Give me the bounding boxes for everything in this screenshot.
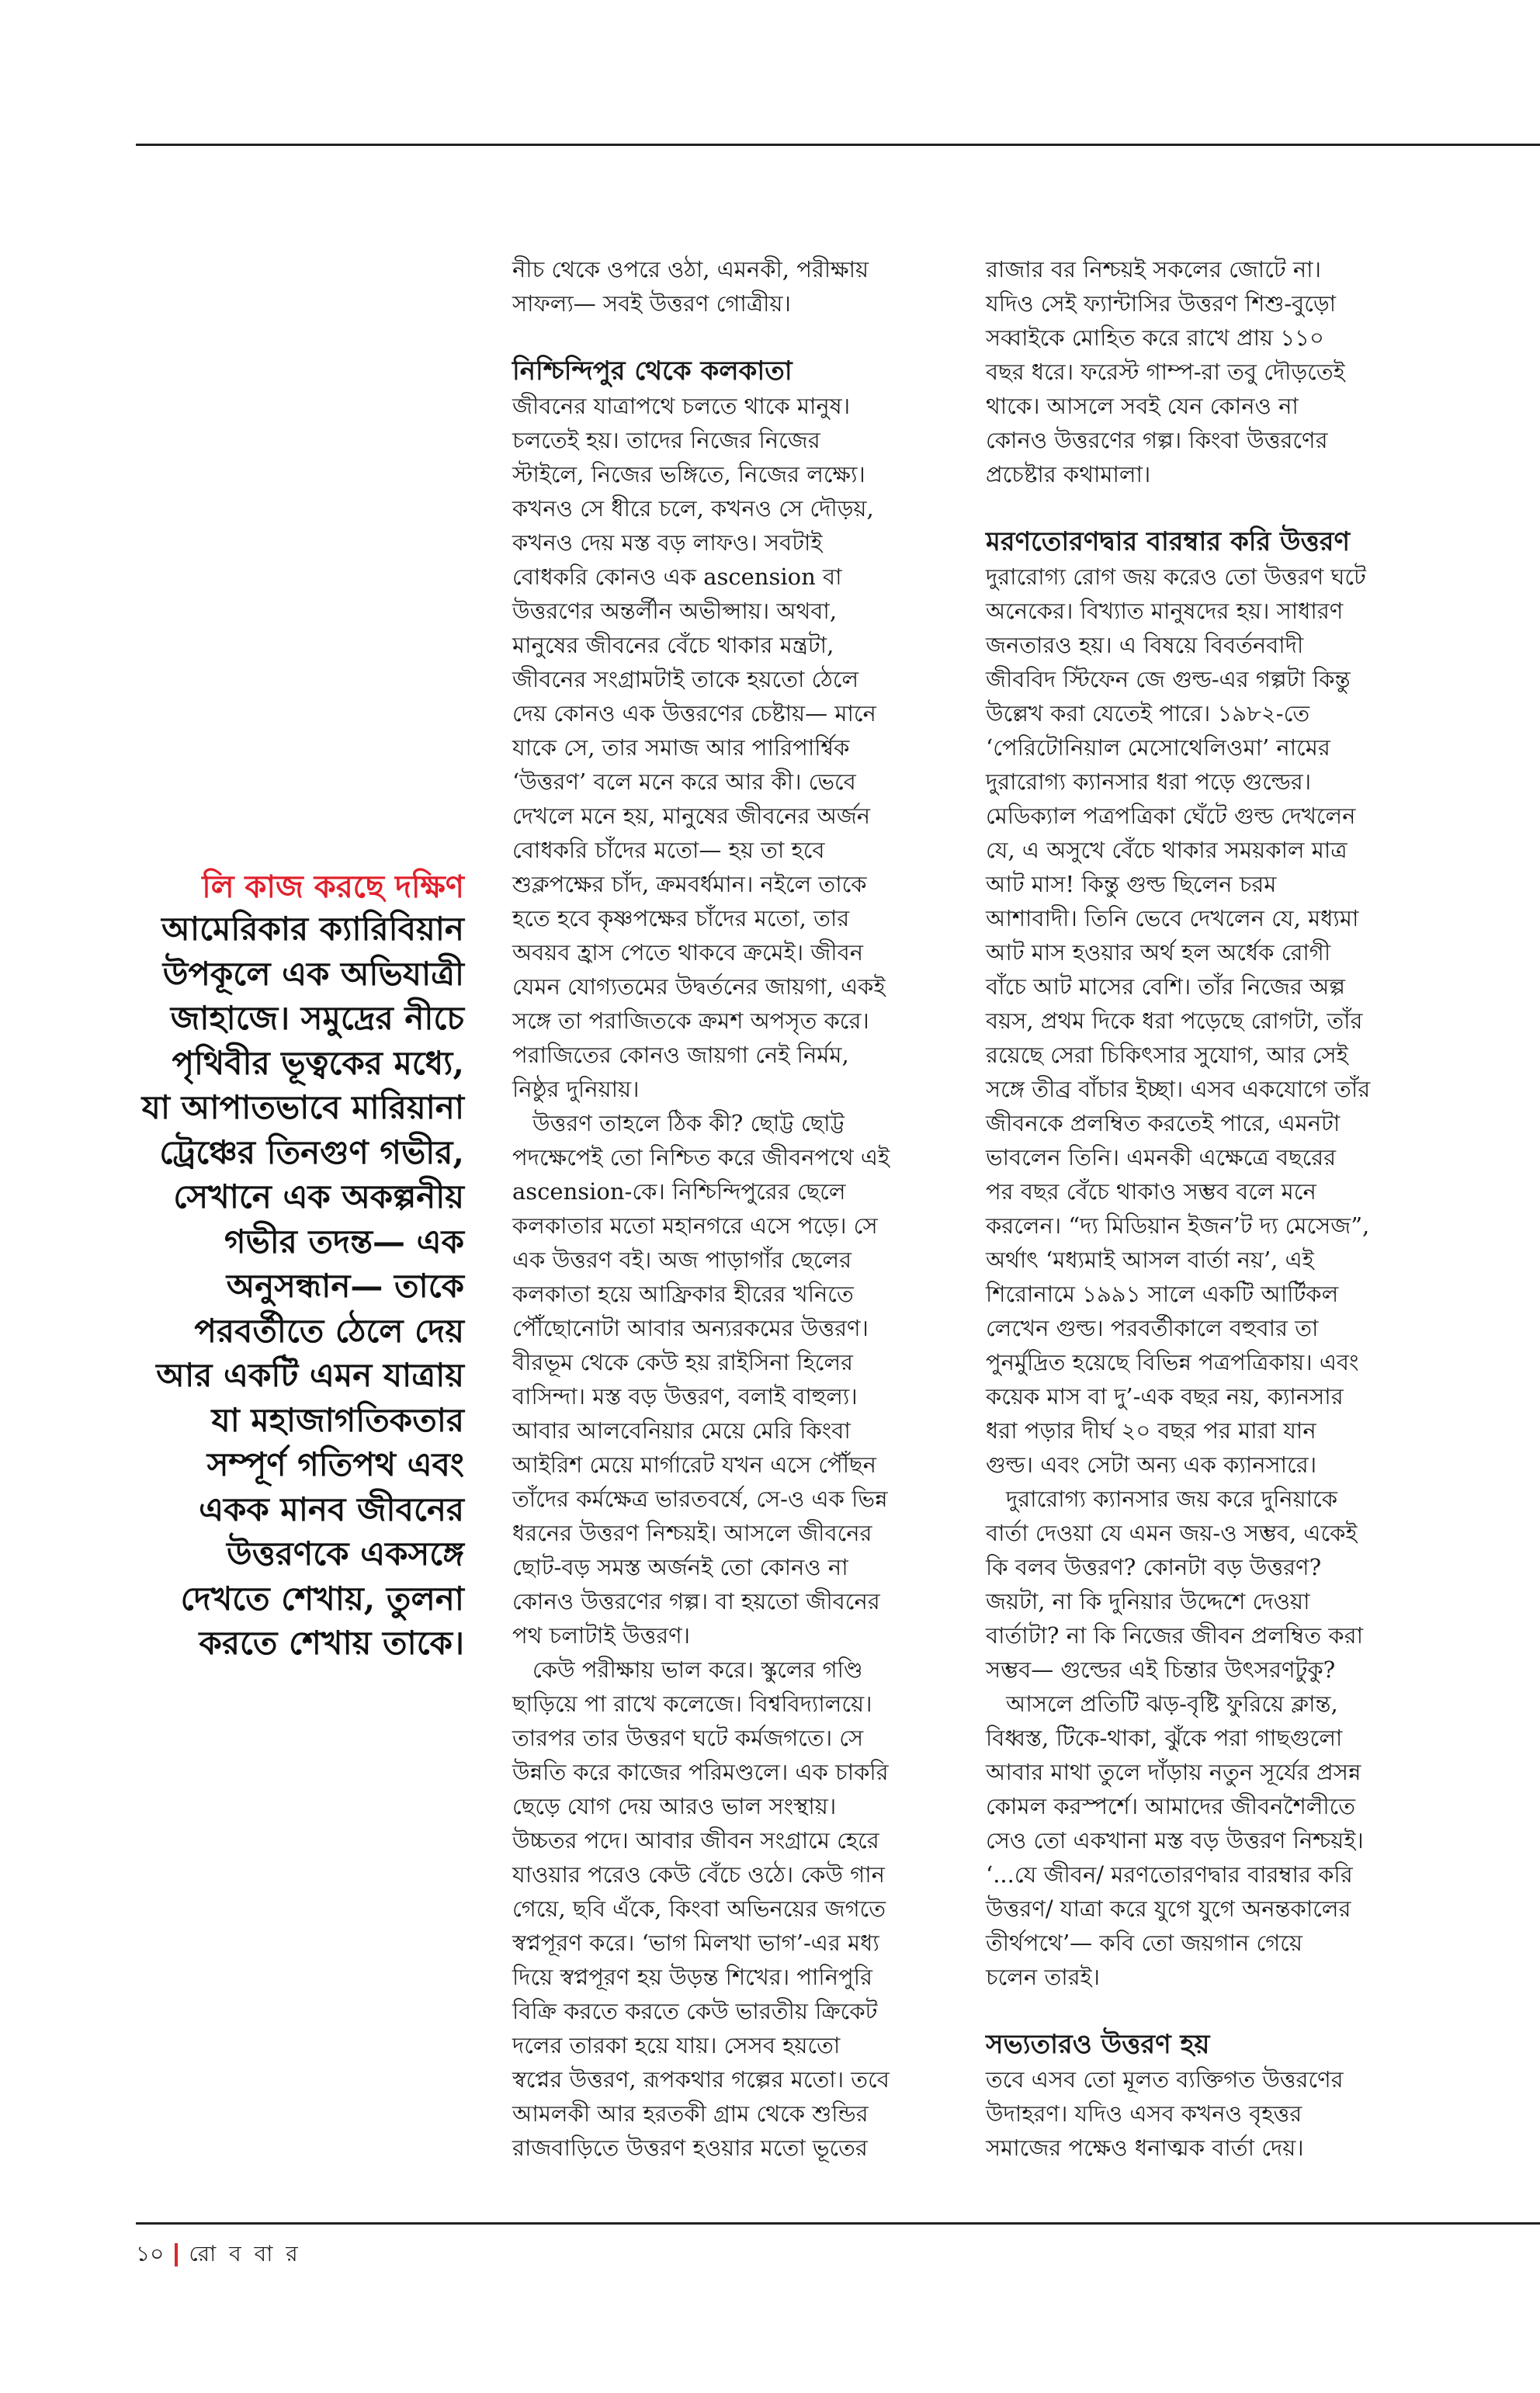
text-line: স্বপ্নপূরণ করে। ‘ভাগ মিলখা ভাগ’-এর মধ্য	[512, 1930, 879, 1956]
text-line: ascension-কে। নিশ্চিন্দিপুরের ছেলে	[512, 1178, 846, 1205]
pull-quote-line: যা আপাতভাবে মারিয়ানা	[141, 1088, 464, 1126]
text-line: যেমন যোগ্যতমের উদ্বর্তনের জায়গা, একই	[512, 973, 886, 1000]
pull-quote-line: দেখতে শেখায়, তুলনা	[180, 1579, 464, 1618]
text-line: দলের তারকা হয়ে যায়। সেসব হয়তো	[512, 2032, 841, 2058]
text-line: ধরা পড়ার দীর্ঘ ২০ বছর পর মারা যান	[986, 1417, 1316, 1444]
pull-quote-line: সম্পূর্ণ গতিপথ এবং	[206, 1445, 464, 1483]
text-line: কেউ পরীক্ষায় ভাল করে। স্কুলের গণ্ডি	[532, 1656, 863, 1683]
text-line: উদাহরণ। যদিও এসব কখনও বৃহত্তর	[986, 2100, 1302, 2127]
paragraph	[986, 2062, 1420, 2165]
text-line: সমাজের পক্ষেও ধনাত্মক বার্তা দেয়।	[986, 2135, 1304, 2161]
text-line: আশাবাদী। তিনি ভেবে দেখলেন যে, মধ্যমা	[986, 905, 1359, 931]
text-line: আট মাস হওয়ার অর্থ হল অর্ধেক রোগী	[986, 939, 1331, 966]
text-line: বিক্রি করতে করতে কেউ ভারতীয় ক্রিকেট	[512, 1998, 878, 2024]
text-line: করলেন। “দ্য মিডিয়ান ইজন’ট দ্য মেসেজ”,	[986, 1212, 1370, 1239]
text-line: রাজবাড়িতে উত্তরণ হওয়ার মতো ভূতের	[512, 2135, 868, 2161]
pull-quote-line: আর একটি এমন যাত্রায়	[156, 1356, 464, 1394]
text-line: বছর ধরে। ফরেস্ট গাম্প-রা তবু দৌড়তেই	[986, 359, 1345, 385]
article-column-2	[986, 252, 1420, 2165]
text-line: কখনও দেয় মস্ত বড় লাফও। সবটাই	[512, 529, 823, 556]
magazine-name: রো ব বা র	[189, 2241, 301, 2266]
text-line: সঙ্গে তীব্র বাঁচার ইচ্ছা। এসব একযোগে তাঁর	[986, 1076, 1371, 1102]
text-line: যদিও সেই ফ্যান্টাসির উত্তরণ শিশু-বুড়ো	[986, 290, 1337, 317]
text-line: যাকে সে, তার সমাজ আর পারিপার্শ্বিক	[512, 734, 850, 761]
text-line: তাঁদের কর্মক্ষেত্র ভারতবর্ষে, সে-ও এক ভিন্ন	[512, 1486, 888, 1512]
text-line: রয়েছে সেরা চিকিৎসার সুযোগ, আর সেই	[986, 1042, 1348, 1068]
text-line: কখনও সে ধীরে চলে, কখনও সে দৌড়য়,	[512, 495, 874, 522]
text-line: বাঁচে আট মাসের বেশি। তাঁর নিজের অল্প	[986, 973, 1345, 1000]
paragraph	[986, 1687, 1420, 1994]
paragraph	[986, 560, 1420, 1482]
text-line: রাজার বর নিশ্চয়ই সকলের জোটে না।	[986, 256, 1321, 283]
text-line: তারপর তার উত্তরণ ঘটে কর্মজগতে। সে	[512, 1725, 864, 1751]
text-line: গুল্ড। এবং সেটা অন্য এক ক্যানসারে।	[986, 1451, 1317, 1478]
section-heading: সভ্যতারও উত্তরণ হয়	[986, 2029, 1210, 2060]
text-line: শিরোনামে ১৯৯১ সালে একটি আর্টিকল	[986, 1281, 1339, 1307]
paragraph	[986, 1482, 1420, 1687]
text-line: সব্বাইকে মোহিত করে রাখে প্রায় ১১০	[986, 324, 1324, 351]
text-line: আইরিশ মেয়ে মার্গারেট যখন এসে পৌঁছন	[512, 1451, 876, 1478]
pull-quote-line: পৃথিবীর ভূত্বকের মধ্যে,	[172, 1043, 464, 1082]
text-line: দুরারোগ্য ক্যানসার জয় করে দুনিয়াকে	[1006, 1486, 1338, 1512]
top-rule	[136, 144, 1540, 146]
text-line: ছোট-বড় সমস্ত অর্জনই তো কোনও না	[512, 1554, 848, 1580]
paragraph	[512, 1106, 947, 1653]
text-line: আমলকী আর হরতকী গ্রাম থেকে শুন্ডির	[512, 2100, 869, 2127]
pull-quote-line: অনুসন্ধান— তাকে	[226, 1267, 464, 1305]
text-line: অর্থাৎ ‘মধ্যমাই আসল বার্তা নয়’, এই	[986, 1247, 1314, 1273]
text-line: শুক্লপক্ষের চাঁদ, ক্রমবর্ধমান। নইলে তাকে	[512, 871, 867, 897]
pull-quote-line: গভীর তদন্ত— এক	[224, 1222, 464, 1261]
text-line: আবার আলবেনিয়ার মেয়ে মেরি কিংবা	[512, 1417, 851, 1444]
text-line: জয়টা, না কি দুনিয়ার উদ্দেশে দেওয়া	[986, 1588, 1310, 1614]
text-line: পর বছর বেঁচে থাকাও সম্ভব বলে মনে	[986, 1178, 1316, 1205]
text-line: কয়েক মাস বা দু’-এক বছর নয়, ক্যানসার	[986, 1383, 1344, 1410]
text-line: গেয়ে, ছবি এঁকে, কিংবা অভিনয়ের জগতে	[512, 1895, 886, 1922]
text-line: অবয়ব হ্রাস পেতে থাকবে ক্রমেই। জীবন	[512, 939, 864, 966]
text-line: ছাড়িয়ে পা রাখে কলেজে। বিশ্ববিদ্যালয়ে।	[512, 1691, 872, 1717]
bottom-rule	[136, 2222, 1540, 2225]
pull-quote-line: উপকূলে এক অভিযাত্রী	[162, 954, 464, 993]
text-line: কলকাতার মতো মহানগরে এসে পড়ে। সে	[512, 1212, 878, 1239]
text-line: উত্তরণের অন্তর্লীন অভীপ্সায়। অথবা,	[512, 598, 838, 624]
text-line: আসলে প্রতিটি ঝড়-বৃষ্টি ফুরিয়ে ক্লান্ত,	[1006, 1691, 1338, 1717]
text-line: ‘পেরিটোনিয়াল মেসোথেলিওমা’ নামের	[986, 734, 1330, 761]
text-line: সেও তো একখানা মস্ত বড় উত্তরণ নিশ্চয়ই।	[986, 1827, 1364, 1854]
pull-quote-line: পরবর্তীতে ঠেলে দেয়	[194, 1311, 464, 1350]
text-line: লেখেন গুল্ড। পরবর্তীকালে বহুবার তা	[986, 1315, 1319, 1341]
pull-quote-line: সেখানে এক অকল্পনীয়	[173, 1177, 464, 1216]
text-line: কোমল করস্পর্শে। আমাদের জীবনশৈলীতে	[986, 1793, 1356, 1819]
text-line: দিয়ে স্বপ্নপূরণ হয় উড়ন্ত শিখের। পানিপুরি	[512, 1964, 872, 1990]
pull-quote-line: আমেরিকার ক্যারিবিয়ান	[161, 910, 464, 948]
text-line: যাওয়ার পরেও কেউ বেঁচে ওঠে। কেউ গান	[512, 1861, 885, 1888]
text-line: থাকে। আসলে সবই যেন কোনও না	[986, 393, 1299, 419]
text-line: ছেড়ে যোগ দেয় আরও ভাল সংস্থায়।	[512, 1793, 837, 1819]
text-line: স্বপ্নের উত্তরণ, রূপকথার গল্পের মতো। তবে	[512, 2066, 890, 2093]
text-line: বোধকরি কোনও এক ascension বা	[512, 564, 842, 590]
text-line: সম্ভব— গুল্ডের এই চিন্তার উৎসরণটুকু?	[986, 1656, 1336, 1683]
text-line: উচ্চতর পদে। আবার জীবন সংগ্রামে হেরে	[512, 1827, 879, 1854]
text-line: দেয় কোনও এক উত্তরণের চেষ্টায়— মানে	[512, 700, 876, 727]
text-line: এক উত্তরণ বই। অজ পাড়াগাঁর ছেলের	[512, 1247, 852, 1273]
text-line: যে, এ অসুখে বেঁচে থাকার সময়কাল মাত্র	[986, 837, 1348, 863]
text-line: তবে এসব তো মূলত ব্যক্তিগত উত্তরণের	[986, 2066, 1344, 2093]
pull-quote-line: উত্তরণকে একসঙ্গে	[227, 1535, 464, 1573]
pull-quote-line: জাহাজে। সমুদ্রের নীচে	[170, 999, 464, 1037]
article-column-1	[512, 252, 947, 2165]
text-line: তীর্থপথে’— কবি তো জয়গান গেয়ে	[986, 1930, 1302, 1956]
text-line: আবার মাথা তুলে দাঁড়ায় নতুন সূর্যের প্রসন্ন	[986, 1759, 1361, 1785]
paragraph	[986, 252, 1420, 491]
paragraph	[512, 389, 947, 1106]
text-line: অনেকের। বিখ্যাত মানুষদের হয়। সাধারণ	[986, 598, 1344, 624]
text-line: কি বলব উত্তরণ? কোনটা বড় উত্তরণ?	[986, 1554, 1322, 1580]
text-line: চলেন তারই।	[986, 1964, 1101, 1990]
text-line: দুরারোগ্য রোগ জয় করেও তো উত্তরণ ঘটে	[986, 564, 1366, 590]
text-line: বিধ্বস্ত, টিকে-থাকা, ঝুঁকে পরা গাছগুলো	[986, 1725, 1343, 1751]
text-line: ‘উত্তরণ’ বলে মনে করে আর কী। ভেবে	[512, 768, 856, 795]
text-line: জীবনের যাত্রাপথে চলতে থাকে মানুষ।	[512, 393, 851, 419]
text-line: বার্তা দেওয়া যে এমন জয়-ও সম্ভব, একেই	[986, 1520, 1358, 1546]
text-line: আট মাস! কিন্তু গুল্ড ছিলেন চরম	[986, 871, 1277, 897]
text-line: জীববিদ স্টিফেন জে গুল্ড-এর গল্পটা কিন্তু	[986, 666, 1351, 692]
section-heading: মরণতোরণদ্বার বারম্বার করি উত্তরণ	[986, 526, 1351, 557]
text-line: জনতারও হয়। এ বিষয়ে বিবর্তনবাদী	[986, 632, 1304, 658]
text-line: বার্তাটা? না কি নিজের জীবন প্রলম্বিত করা	[986, 1622, 1363, 1649]
text-line: উল্লেখ করা যেতেই পারে। ১৯৮২-তে	[986, 700, 1310, 727]
text-line: কলকাতা হয়ে আফ্রিকার হীরের খনিতে	[512, 1281, 854, 1307]
text-line: হতে হবে কৃষ্ণপক্ষের চাঁদের মতো, তার	[512, 905, 850, 931]
section-heading: নিশ্চিন্দিপুর থেকে কলকাতা	[512, 355, 793, 387]
page-number: ১০	[136, 2241, 165, 2266]
text-line: দেখলে মনে হয়, মানুষের জীবনের অর্জন	[512, 803, 871, 829]
text-line: নীচ থেকে ওপরে ওঠা, এমনকী, পরীক্ষায়	[512, 256, 869, 283]
page-footer	[136, 2237, 301, 2273]
text-line: উত্তরণ/ যাত্রা করে যুগে যুগে অনন্তকালের	[986, 1895, 1351, 1922]
text-line: বোধকরি চাঁদের মতো— হয় তা হবে	[512, 837, 825, 863]
text-line: ‘...যে জীবন/ মরণতোরণদ্বার বারম্বার করি	[986, 1861, 1353, 1888]
text-line: বাসিন্দা। মস্ত বড় উত্তরণ, বলাই বাহুল্য।	[512, 1383, 858, 1410]
text-line: পথ চলাটাই উত্তরণ।	[512, 1622, 691, 1649]
text-line: ধরনের উত্তরণ নিশ্চয়ই। আসলে জীবনের	[512, 1520, 872, 1546]
text-line: চলতেই হয়। তাদের নিজের নিজের	[512, 427, 820, 453]
text-line: উত্তরণ তাহলে ঠিক কী? ছোট্ট ছোট্ট	[532, 1110, 845, 1136]
text-line: ভাবলেন তিনি। এমনকী এক্ষেত্রে বছরের	[986, 1144, 1337, 1170]
paragraph	[512, 1653, 947, 2165]
text-line: জীবনের সংগ্রামটাই তাকে হয়তো ঠেলে	[512, 666, 859, 692]
text-line: সাফল্য— সবই উত্তরণ গোত্রীয়।	[512, 290, 791, 317]
text-line: পুনর্মুদ্রিত হয়েছে বিভিন্ন পত্রপত্রিকায়। এবং	[986, 1349, 1359, 1375]
text-line: জীবনকে প্রলম্বিত করতেই পারে, এমনটা	[986, 1110, 1341, 1136]
pull-quote-line: করতে শেখায় তাকে।	[199, 1624, 464, 1662]
pull-quote-lead: লি কাজ করছে দক্ষিণ	[202, 869, 464, 905]
pull-quote-line: যা মহাজাগতিকতার	[211, 1400, 464, 1439]
text-line: উন্নতি করে কাজের পরিমণ্ডলে। এক চাকরি	[512, 1759, 889, 1785]
pull-quote-line: একক মানব জীবনের	[199, 1490, 464, 1528]
paragraph	[512, 252, 947, 321]
pull-quote-body	[132, 907, 464, 1666]
text-line: কোনও উত্তরণের গল্প। কিংবা উত্তরণের	[986, 427, 1328, 453]
pull-quote	[132, 868, 464, 1666]
text-line: বয়স, প্রথম দিকে ধরা পড়েছে রোগটা, তাঁর	[986, 1007, 1363, 1034]
pull-quote-line: ট্রেঞ্চের তিনগুণ গভীর,	[159, 1132, 464, 1171]
text-line: দুরারোগ্য ক্যানসার ধরা পড়ে গুল্ডের।	[986, 768, 1312, 795]
text-line: প্রচেষ্টার কথামালা।	[986, 461, 1151, 487]
footer-separator	[175, 2243, 178, 2266]
text-line: পরাজিতের কোনও জায়গা নেই নির্মম,	[512, 1042, 849, 1068]
text-line: মানুষের জীবনের বেঁচে থাকার মন্ত্রটা,	[512, 632, 834, 658]
text-line: পদক্ষেপেই তো নিশ্চিত করে জীবনপথে এই	[512, 1144, 890, 1170]
text-line: নিষ্ঠুর দুনিয়ায়।	[512, 1076, 640, 1102]
text-line: স্টাইলে, নিজের ভঙ্গিতে, নিজের লক্ষ্যে।	[512, 461, 865, 487]
text-line: বীরভূম থেকে কেউ হয় রাইসিনা হিলের	[512, 1349, 854, 1375]
text-line: মেডিক্যাল পত্রপত্রিকা ঘেঁটে গুল্ড দেখলেন	[986, 803, 1356, 829]
text-line: পৌঁছোনোটা আবার অন্যরকমের উত্তরণ।	[512, 1315, 869, 1341]
text-line: সঙ্গে তা পরাজিতকে ক্রমশ অপসৃত করে।	[512, 1007, 869, 1034]
text-line: কোনও উত্তরণের গল্প। বা হয়তো জীবনের	[512, 1588, 880, 1614]
